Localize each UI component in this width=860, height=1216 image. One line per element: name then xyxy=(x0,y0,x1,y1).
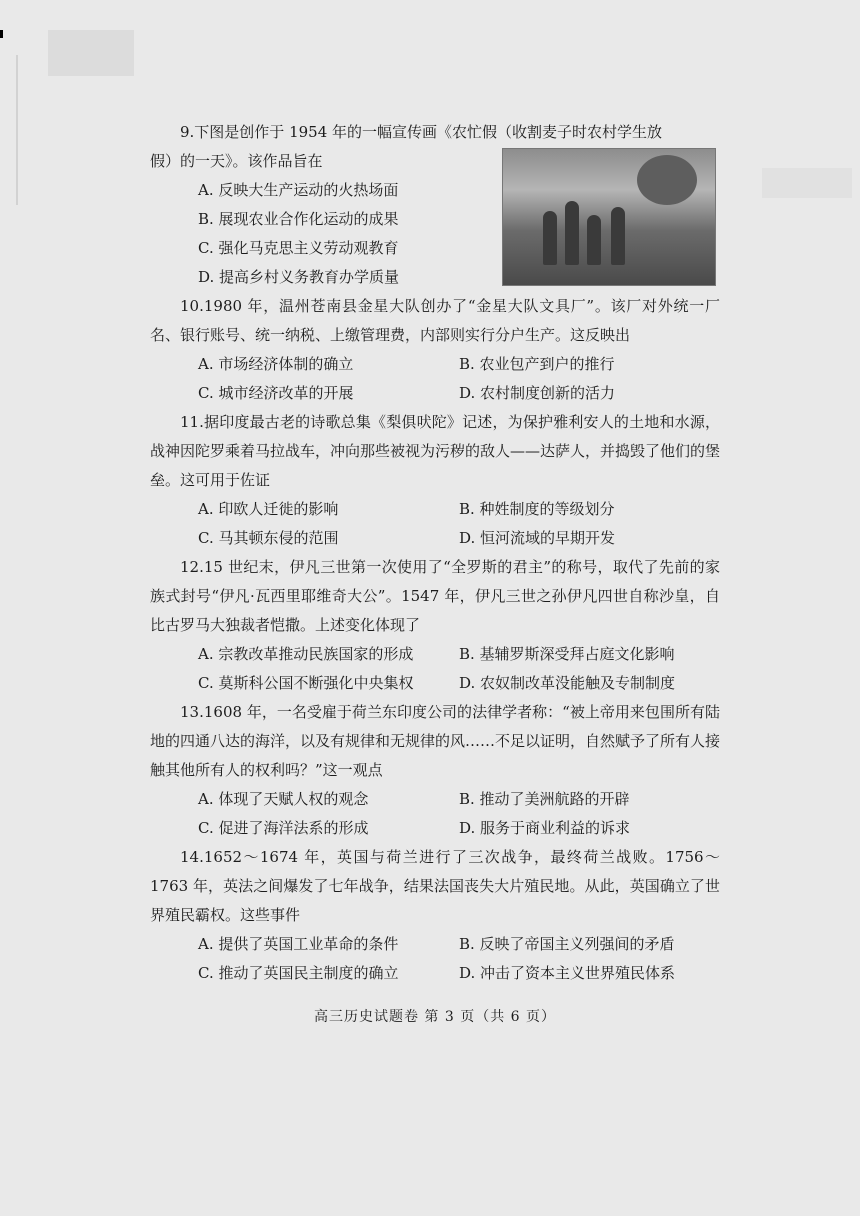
option-d[interactable]: D. 农奴制改革没能触及专制制度 xyxy=(459,674,676,692)
propaganda-painting-image xyxy=(502,148,716,286)
option-a[interactable]: A. 反映大生产运动的火热场面 xyxy=(198,181,399,199)
scan-smudge xyxy=(762,168,852,198)
option-c[interactable]: C. 促进了海洋法系的形成 xyxy=(198,819,369,837)
option-a[interactable]: A. 宗教改革推动民族国家的形成 xyxy=(198,645,414,663)
option-d[interactable]: D. 农村制度创新的活力 xyxy=(459,384,616,402)
scan-smudge xyxy=(48,30,134,76)
question-stem: 11.据印度最古老的诗歌总集《梨俱吠陀》记述，为保护雅利安人的土地和水源，战神因陀罗乘着马拉战车，冲向那些被视为污秽的敌人——达萨人，并捣毁了他们的堡垒。这可用于佐证 xyxy=(150,413,721,489)
option-d[interactable]: D. 冲击了资本主义世界殖民体系 xyxy=(459,964,676,982)
option-b[interactable]: B. 展现农业合作化运动的成果 xyxy=(198,210,399,228)
question-stem: 14.1652～1674 年，英国与荷兰进行了三次战争，最终荷兰战败。1756～1763 年，英法之间爆发了七年战争，结果法国丧失大片殖民地。从此，英国确立了世界殖民霸权。这些事件 xyxy=(150,848,720,924)
question-12 xyxy=(150,553,720,698)
question-14 xyxy=(150,843,720,988)
option-a[interactable]: A. 体现了天赋人权的观念 xyxy=(198,790,369,808)
figure-shape xyxy=(565,201,579,265)
question-stem: 12.15 世纪末，伊凡三世第一次使用了“全罗斯的君主”的称号，取代了先前的家族式封号“伊凡·瓦西里耶维奇大公”。1547 年，伊凡三世之孙伊凡四世自称沙皇，自比古罗马大独裁者恺撒。上述变化体现了 xyxy=(150,558,720,634)
question-stem: 9.下图是创作于 1954 年的一幅宣传画《农忙假（收割麦子时农村学生放 xyxy=(180,123,663,141)
option-c[interactable]: C. 莫斯科公国不断强化中央集权 xyxy=(198,674,414,692)
option-d[interactable]: D. 提高乡村义务教育办学质量 xyxy=(198,268,400,286)
scan-smudge xyxy=(16,55,18,205)
figure-shape xyxy=(543,211,557,265)
question-stem: 假）的一天》。该作品旨在 xyxy=(150,152,323,170)
options xyxy=(150,930,720,988)
scan-mark xyxy=(0,30,3,38)
option-a[interactable]: A. 印欧人迁徙的影响 xyxy=(198,500,339,518)
options xyxy=(150,495,720,553)
option-c[interactable]: C. 强化马克思主义劳动观教育 xyxy=(198,239,399,257)
page-footer: 高三历史试题卷 第 3 页（共 6 页） xyxy=(313,1009,557,1025)
question-9 xyxy=(150,118,720,292)
options xyxy=(150,350,720,408)
option-a[interactable]: A. 提供了英国工业革命的条件 xyxy=(198,935,399,953)
option-d[interactable]: D. 服务于商业利益的诉求 xyxy=(459,819,631,837)
options xyxy=(150,176,490,292)
question-11 xyxy=(150,408,720,553)
option-b[interactable]: B. 反映了帝国主义列强间的矛盾 xyxy=(459,935,675,953)
option-b[interactable]: B. 种姓制度的等级划分 xyxy=(459,500,615,518)
figure-shape xyxy=(611,207,625,265)
question-stem: 13.1608 年，一名受雇于荷兰东印度公司的法律学者称：“被上帝用来包围所有陆地的四通八达的海洋，以及有规律和无规律的风……不足以证明，自然赋予了所有人接触其他所有人的权利吗？”这一观点 xyxy=(150,703,721,779)
tree-shape xyxy=(637,155,697,205)
option-b[interactable]: B. 农业包产到户的推行 xyxy=(459,355,615,373)
option-d[interactable]: D. 恒河流域的早期开发 xyxy=(459,529,616,547)
option-c[interactable]: C. 推动了英国民主制度的确立 xyxy=(198,964,399,982)
exam-page xyxy=(150,118,720,1026)
figure-shape xyxy=(587,215,601,265)
option-c[interactable]: C. 城市经济改革的开展 xyxy=(198,384,354,402)
option-a[interactable]: A. 市场经济体制的确立 xyxy=(198,355,354,373)
question-13 xyxy=(150,698,720,843)
options xyxy=(150,785,720,843)
option-b[interactable]: B. 基辅罗斯深受拜占庭文化影响 xyxy=(459,645,675,663)
options xyxy=(150,640,720,698)
option-c[interactable]: C. 马其顿东侵的范围 xyxy=(198,529,339,547)
option-b[interactable]: B. 推动了美洲航路的开辟 xyxy=(459,790,630,808)
question-10 xyxy=(150,292,720,408)
question-stem: 10.1980 年，温州苍南县金星大队创办了“金星大队文具厂”。该厂对外统一厂名、银行账号、统一纳税、上缴管理费，内部则实行分户生产。这反映出 xyxy=(150,297,720,344)
